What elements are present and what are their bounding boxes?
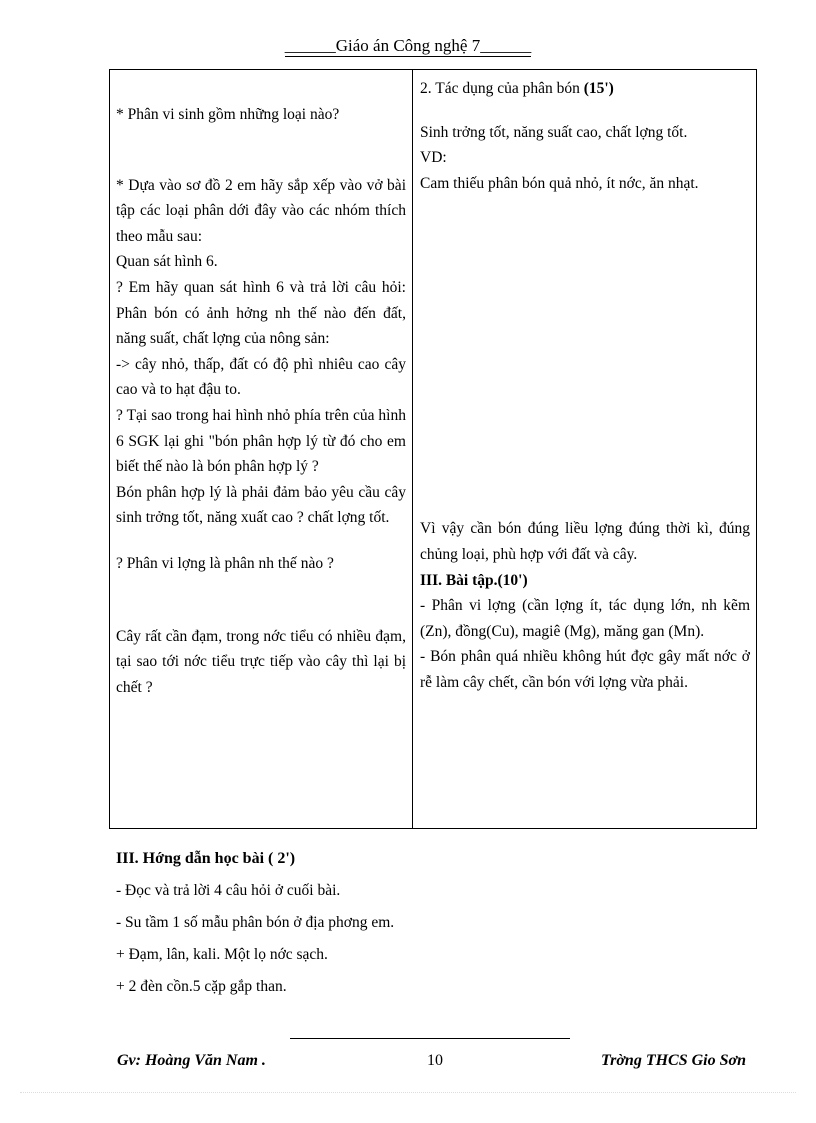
- conclusion-text: Vì vậy cần bón đúng liều lợng đúng thời kì, đúng chủng loại, phù hợp với đất và cây.: [420, 520, 750, 563]
- page-header: [0, 36, 816, 56]
- example-label: VD:: [420, 149, 447, 167]
- question-nitrogen: Cây rất cần đạm, trong nớc tiểu có nhiều đạm, tại sao tới nớc tiểu trực tiếp vào cây thì lại bị chết ?: [116, 627, 406, 696]
- heading-effects: 2. Tác dụng của phân bón (15'): [420, 80, 614, 97]
- guide-item: - Su tầm 1 số mẫu phân bón ở địa phơng em.: [116, 914, 395, 931]
- guide-title: III. Hớng dẫn học bài ( 2'): [116, 850, 296, 867]
- observe-figure: Quan sát hình 6.: [116, 253, 218, 271]
- header-title: ______ Giáo án Công nghệ 7 ______: [285, 36, 531, 57]
- task-diagram: * Dựa vào sơ đồ 2 em hãy sắp xếp vào vở bài tập các loại phân dới đây vào các nhóm thích theo mẫu sau:: [116, 176, 406, 245]
- example-text: Cam thiếu phân bón quả nhỏ, ít nớc, ăn nhạt.: [420, 174, 699, 192]
- lesson-table: [109, 69, 757, 829]
- exercise-heading: III. Bài tập.(10'): [420, 571, 528, 589]
- answer-micro-nutrient: - Phân vi lợng (cần lợng ít, tác dụng lớn, nh kẽm (Zn), đồng(Cu), magiê (Mg), măng gan (Mn).: [420, 597, 750, 640]
- effect-text: Sinh trởng tốt, năng suất cao, chất lợng tốt.: [420, 123, 688, 141]
- question-reasonable: ? Tại sao trong hai hình nhỏ phía trên của hình 6 SGK lại ghi "bón phân hợp lý từ đó cho em biết thế nào là bón phân hợp lý ?: [116, 406, 406, 476]
- question-effect: ? Em hãy quan sát hình 6 và trả lời câu hỏi: Phân bón có ảnh hởng nh thế nào đến đất, năng suất, chất lợng của nông sản:: [116, 278, 406, 348]
- question-microbial: * Phân vi sinh gồm những loại nào?: [116, 106, 340, 123]
- column-divider: [412, 70, 413, 828]
- teacher-activity-column: [116, 70, 406, 700]
- footer-school: Trờng THCS Gio Sơn: [600, 1052, 746, 1069]
- guide-item: + 2 đèn cồn.5 cặp gắp than.: [116, 978, 287, 995]
- answer-reasonable: Bón phân hợp lý là phải đảm bảo yêu cầu cây sinh trởng tốt, năng xuất cao ? chất lợng tốt.: [116, 483, 406, 527]
- question-micro-nutrient: ? Phân vi lợng là phân nh thế nào ?: [116, 554, 334, 572]
- page-number: 10: [427, 1052, 443, 1069]
- page-edge: [20, 1092, 796, 1093]
- content-column: [420, 70, 750, 696]
- footer-teacher: Gv: Hoàng Văn Nam .: [117, 1052, 266, 1069]
- guide-item: - Đọc và trả lời 4 câu hỏi ở cuối bài.: [116, 882, 341, 899]
- answer-overfertilize: - Bón phân quá nhiều không hút đợc gây mất nớc ở rễ làm cây chết, cần bón với lợng vừa phải.: [420, 648, 750, 691]
- homework-guide: [116, 843, 394, 1003]
- footer-rule: [290, 1038, 570, 1039]
- answer-effect: -> cây nhỏ, thấp, đất có độ phì nhiêu cao cây cao và to hạt đậu to.: [116, 355, 406, 399]
- guide-item: + Đạm, lân, kali. Một lọ nớc sạch.: [116, 946, 328, 963]
